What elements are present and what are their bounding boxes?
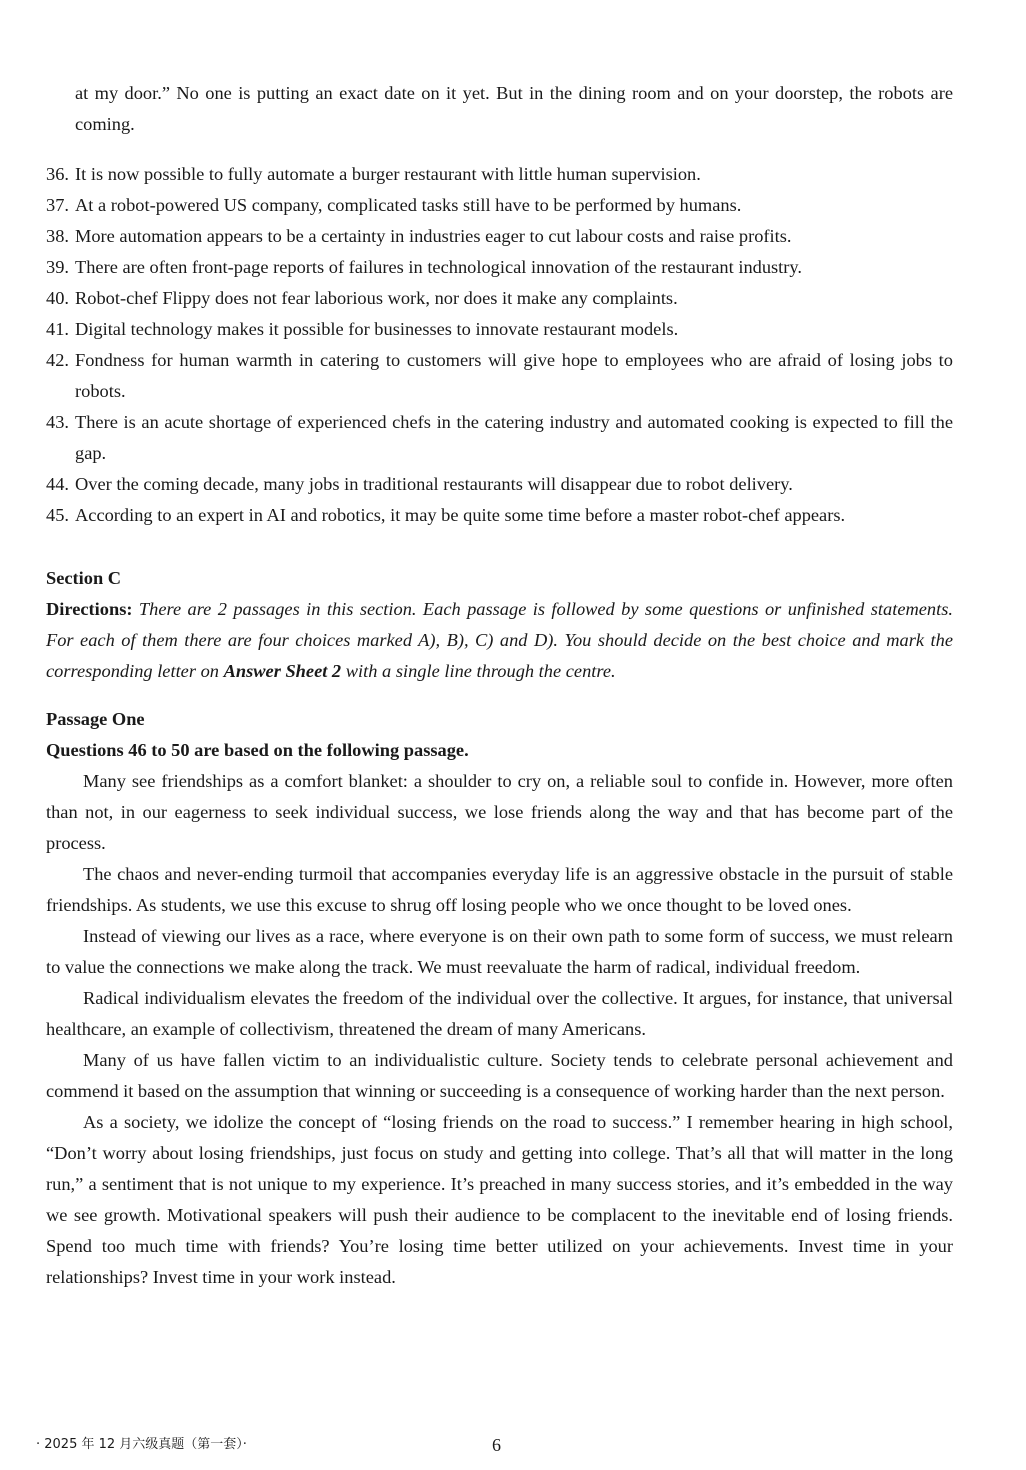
statement-text: It is now possible to fully automate a burger restaurant with little human supervision.: [75, 164, 701, 184]
statement-45: [46, 500, 953, 531]
page-number: 6: [492, 1435, 501, 1455]
passage-paragraph: As a society, we idolize the concept of “losing friends on the road to success.” I remember hearing in high school, “Don’t worry about losing friendships, just focus on study and getting into college. That’s all that will matter in the long run,” a sentiment that is not unique to my experience. It’s preached in many success stories, and it’s embedded in the way we see growth. Motivational speakers will push their audience to be complacent to the inevitable end of losing friends. Spend too much time with friends? You’re losing time better utilized on your achievements. Invest time in your relationships? Invest time in your work instead.: [46, 1112, 953, 1287]
section-c-title: Section C: [46, 568, 122, 588]
exam-page: [46, 78, 953, 1293]
statement-number: 44.: [46, 474, 69, 494]
statement-44: [46, 469, 953, 500]
passage-one-title: Passage One: [46, 709, 145, 729]
statement-text: According to an expert in AI and robotics, it may be quite some time before a master robot-chef appears.: [75, 505, 846, 525]
statement-number: 40.: [46, 288, 69, 308]
statement-text: More automation appears to be a certainty in industries eager to cut labour costs and raise profits.: [75, 226, 792, 246]
statement-41: [46, 314, 953, 345]
directions-text-part-1: There are 2 passages in this section. Each passage is followed by some questions or unfinished statements. For each of them there are four choices marked A), B), C) and D). You should decide on the best choice and mark the corresponding letter on: [46, 599, 953, 681]
statement-number: 37.: [46, 195, 69, 215]
directions-text: [46, 599, 953, 681]
statement-42: [46, 345, 953, 407]
statement-number: 45.: [46, 505, 69, 525]
statement-number: 43.: [46, 412, 69, 432]
passage-continuation: at my door.” No one is putting an exact date on it yet. But in the dining room and on your doorstep, the robots are coming.: [75, 83, 953, 134]
statement-39: [46, 252, 953, 283]
statement-number: 36.: [46, 164, 69, 184]
statement-text: Robot-chef Flippy does not fear laborious work, nor does it make any complaints.: [75, 288, 678, 308]
passage-paragraph: Radical individualism elevates the freedom of the individual over the collective. It argues, for instance, that universal healthcare, an example of collectivism, threatened the dream of many Americans.: [46, 988, 953, 1039]
statement-text: Over the coming decade, many jobs in traditional restaurants will disappear due to robot delivery.: [75, 474, 793, 494]
statement-text: Fondness for human warmth in catering to customers will give hope to employees who are afraid of losing jobs to robots.: [75, 350, 953, 401]
passage-paragraph: Instead of viewing our lives as a race, where everyone is on their own path to some form of success, we must relearn to value the connections we make along the track. We must reevaluate the harm of radical, individual freedom.: [46, 926, 953, 977]
statement-40: [46, 283, 953, 314]
statement-text: Digital technology makes it possible for businesses to innovate restaurant models.: [75, 319, 679, 339]
statement-number: 42.: [46, 350, 69, 370]
statement-text: At a robot-powered US company, complicated tasks still have to be performed by humans.: [75, 195, 742, 215]
statement-text: There are often front-page reports of failures in technological innovation of the restaurant industry.: [75, 257, 803, 277]
exam-label: · 2025 年 12 月六级真题（第一套）·: [36, 1437, 247, 1452]
statement-number: 38.: [46, 226, 69, 246]
statement-36: [46, 159, 953, 190]
answer-sheet-label: Answer Sheet 2: [223, 661, 342, 681]
statement-number: 41.: [46, 319, 69, 339]
passage-paragraph: Many see friendships as a comfort blanket: a shoulder to cry on, a reliable soul to confide in. However, more often than not, in our eagerness to seek individual success, we lose friends along the way and that has become part of the process.: [46, 771, 953, 853]
statement-number: 39.: [46, 257, 69, 277]
directions-label: Directions:: [46, 599, 133, 619]
statement-text: There is an acute shortage of experienced chefs in the catering industry and automated cooking is expected to fill the gap.: [75, 412, 953, 463]
section-c-directions: [46, 594, 953, 687]
statement-38: [46, 221, 953, 252]
passage-paragraph: Many of us have fallen victim to an individualistic culture. Society tends to celebrate personal achievement and commend it based on the assumption that winning or succeeding is a consequence of working harder than the next person.: [46, 1050, 953, 1101]
statement-list: [46, 159, 953, 531]
directions-text-part-2: with a single line through the centre.: [345, 661, 616, 681]
passage-paragraph: The chaos and never-ending turmoil that accompanies everyday life is an aggressive obstacle in the pursuit of stable friendships. As students, we use this excuse to shrug off losing people who we once thought to be loved ones.: [46, 864, 953, 915]
statement-43: [46, 407, 953, 469]
statement-37: [46, 190, 953, 221]
questions-intro: Questions 46 to 50 are based on the following passage.: [46, 740, 469, 760]
